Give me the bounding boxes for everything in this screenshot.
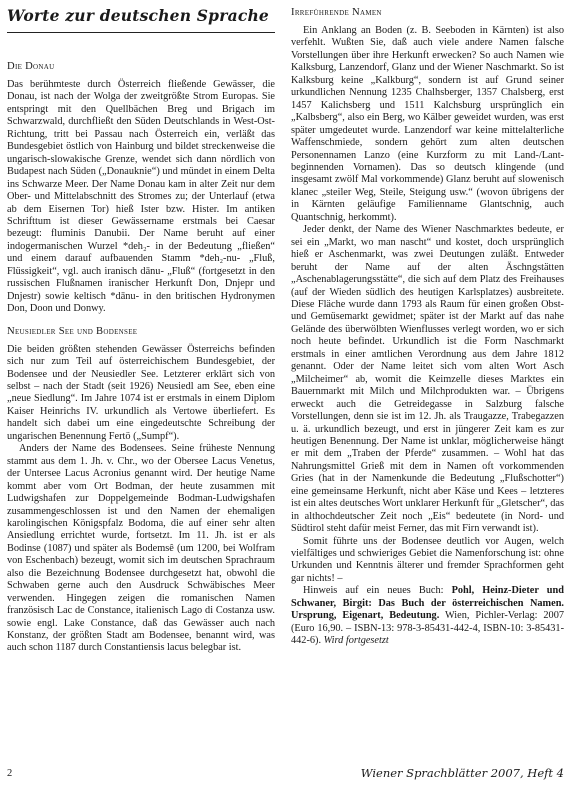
header-rule (7, 32, 275, 33)
book-title: Pohl, Heinz-Dieter und Schwaner, Birgit: Das Buch der österreichischen Namen. Ursprung, Eigenart, Bedeutung. (291, 585, 564, 622)
column-title: Worte zur deutschen Sprache (7, 6, 269, 25)
book-note (291, 585, 564, 647)
continued-note: Wird fortgesetzt (323, 635, 389, 647)
section-heading-irrefuehrend: Irreführende Namen (291, 7, 382, 18)
paragraph-irrefuehrend-2: Jeder denkt, der Name des Wiener Naschmarktes bedeute, er sei ein „Markt, wo man nascht“ und kostet, doch ursprünglich hieß er Aschenmarkt, was zwei Deutungen zuläßt. Entweder beruht der Name auf der alten Äschngstätten „Aschenablagerungsstätte“, die sich auf dem Platz des Freihauses (auf der Wieden südlich des heutigen Karlsplatzes) ausbreitete. Diese Fläche wurde dann 1793 als Raum für einen großen Obst- und Gemüsemarkt gewidmet; später ist der Markt auf das nahe Gelände des überwölbten Wienflusses verlegt worden, wo er sich noch heute befindet. Urkundlich ist die Form Naschmarkt erstmals in einer amtlichen Verordnung aus dem Jahre 1812 genannt. Oder der Name leitet sich vom alten Wort Asch „Milcheimer“ ab, womit die Keimzelle dieses Marktes ein Bauernmarkt mit Milch und Milchprodukten war. – Übrigens erweckt auch die Getreidegasse in Salzburg falsche Vorstellungen, denn sie ist im 12. Jh. als Traugazze, Trabegazzen u. ä. urkundlich bezeugt, und erst in jüngerer Zeit kam es zur heutigen Benennung. Der Name ist unklar, möglicherweise hängt er mit dem „Traben der Pferde“ zusammen. – Wohl hat das Nahrungsmittel Grieß mit dem in Namen oft vorkommenden Gries (hat in der Namenkunde die Bedeutung „Flußschotter“) eine gemeinsame Herkunft, nicht aber Käse und Kees – letzteres ist ein altes deutsches Wort unklarer Herkunft für „Gletscher“, das in althochdeutscher Zeit noch „Eis“ bedeutete (in Nord- und Südtirol steht dafür meist Ferner, das mit Firn verwandt ist). (291, 224, 564, 535)
book-publication: Wien, Pichler-Verlag: 2007 (Euro 16,90. – ISBN-13: 978-3-85431-442-4, ISBN-10: 3-85431-442-6). (291, 610, 564, 647)
book-note-intro: Hinweis auf ein neues Buch: (303, 585, 452, 597)
paragraph-irrefuehrend-3: Somit führte uns der Bodensee deutlich vor Augen, welch vielfältiges und schwieriges Gebiet die Namenforschung ist: ohne Urkunden und Kenntnis älterer und fremder Sprachformen geht gar nichts! – (291, 535, 564, 584)
left-column (7, 60, 275, 655)
page-footer (7, 766, 564, 786)
column-header (7, 6, 275, 36)
paragraph-neusiedler-1: Die beiden größten stehenden Gewässer Österreichs befinden sich nur zum Teil auf österreichischem Bundesgebiet, der Bodensee und der Neusiedler See. Letzterer erklärt sich von selbst – nach der Stadt (seit 1926) Neusiedl am See, eben eine „neue Siedlung“. Im Jahre 1074 ist er erstmals in einem Diplom Kaiser Heinrichs IV. urkundlich als Vertowe überliefert. Es handelt sich dabei um eine eingedeutschte Schreibung der ungarischen Benennung Fertö („Sumpf“). (7, 343, 275, 442)
right-column (291, 6, 564, 648)
paragraph-irrefuehrend-1: Ein Anklang an Boden (z. B. Seeboden in Kärnten) ist also verfehlt. Wußten Sie, daß auch viele andere Namen falsche Vorstellungen über ihre Herkunft erwecken? So auch Namen wie Kalksburg, Lanzendorf, Glanz und der Wiener Naschmarkt. So ist Kalksburg keine „Kalkburg“, sondern ist auf Grund seiner urkundlichen Nennung 1235 Chalhsberger, 1357 Chalsberg, erst 1457 Kalichsberg und 1511 Kalchsburg ursprünglich ein „Kalbsberg“, also ein Berg, wo Kälber geweidet wurden, was erst später umgedeutet wurde. Lanzendorf war keine mittelalterliche Waffenschmiede, sondern gehört zum alten deutschen Personennamen Lanzo (eine Kurzform zu mit Land-/Lant- beginnenden Vornamen). Das so deutsch klingende (und insgesamt zwölf Mal vorkommende) Glanz beruht auf slowenisch klanec „steiler Weg, Steile, Steigung usw.“ (wovon übrigens der in Kärnten geläufige Familienname Glantschnig, auch Quantschnig, herkommt). (291, 25, 564, 223)
journal-reference: Wiener Sprachblätter 2007, Heft 4 (360, 766, 564, 780)
section-heading-neusiedler: Neusiedler See und Bodensee (7, 325, 138, 337)
paragraph-donau: Das berühmteste durch Österreich fließende Gewässer, die Donau, ist nach der Wolga der zweitgrößte Strom Europas. Sie entspringt mit den Quellbächen Breg und Brigach im Schwarzwald, durchfließt den Süden Deutschlands in West-Ost-Richtung, tritt bei Passau nach Österreich ein, verläßt das Bundesgebiet östlich von Hainburg und bildet streckenweise die ungarisch-slowakische Grenze, wendet sich dann nördlich von Budapest nach Süden („Donauknie“) und mündet in einem Delta ins Schwarze Meer. Der Name Donau kam in alter Zeit nur dem Ober- und Mittelabschnitt des Stromes zu; der Unterlauf (etwa ab dem Eisernen Tor) hieß Ister bzw. Hister. Im antiken Schrifttum ist dieser Gewässername erstmals bei Caesar bezeugt: fluminis Danubii. Der Name beruht auf einer indogermanischen Wurzel *deh₂- in der Bedeutung „fließen“ und einem darauf aufbauenden Stamm *deh₂-nu- „Fluß, Flüssigkeit“, vgl. auch iranisch dānu- „Fluß“ (fortgesetzt in den russischen Flußnamen iranischer Herkunft Don, Dnjepr und Dnjestr) sowie keltisch *dānu- in den britischen Hydronymen Don, Doon und Donwy. (7, 79, 275, 315)
section-heading-donau: Die Donau (7, 61, 55, 72)
paragraph-neusiedler-2: Anders der Name des Bodensees. Seine früheste Nennung stammt aus dem 1. Jh. v. Chr., wo der Obersee Lacus Venetus, der Untersee Lacus Acronius genannt wird. Der heutige Name kommt aber vom Ort Bodman, der heute zusammen mit Ludwigshafen zur Doppelgemeinde Bodman-Ludwigshafen zusammengeschlossen ist und den Namen der ehemaligen karolingischen Königspfalz Bodoma, die auf einer sehr alten Ansiedlung errichtet wurde, fortsetzt. Im 11. Jh. ist er als Bodinse (1087) und später als Bodemsê (um 1200, bei Wolfram von Eschenbach) bezeugt, womit sich im deutschen Sprachraum also die Bezeichnung Bodensee durchgesetzt hat, obwohl die Schwaben gerne auch den Ausdruck Schwäbisches Meer verwenden. Hingegen zeigen die romanischen Namen französisch Lac de Constance, italienisch Lago di Costanza usw. sowie engl. Lake Constance, daß das Gewässer auch nach Konstanz, der größten Stadt am Bodensee, benannt wird, was auch schon 1187 durch Constantiensis lacus belegbar ist. (7, 443, 275, 654)
page-number: 2 (7, 768, 13, 779)
